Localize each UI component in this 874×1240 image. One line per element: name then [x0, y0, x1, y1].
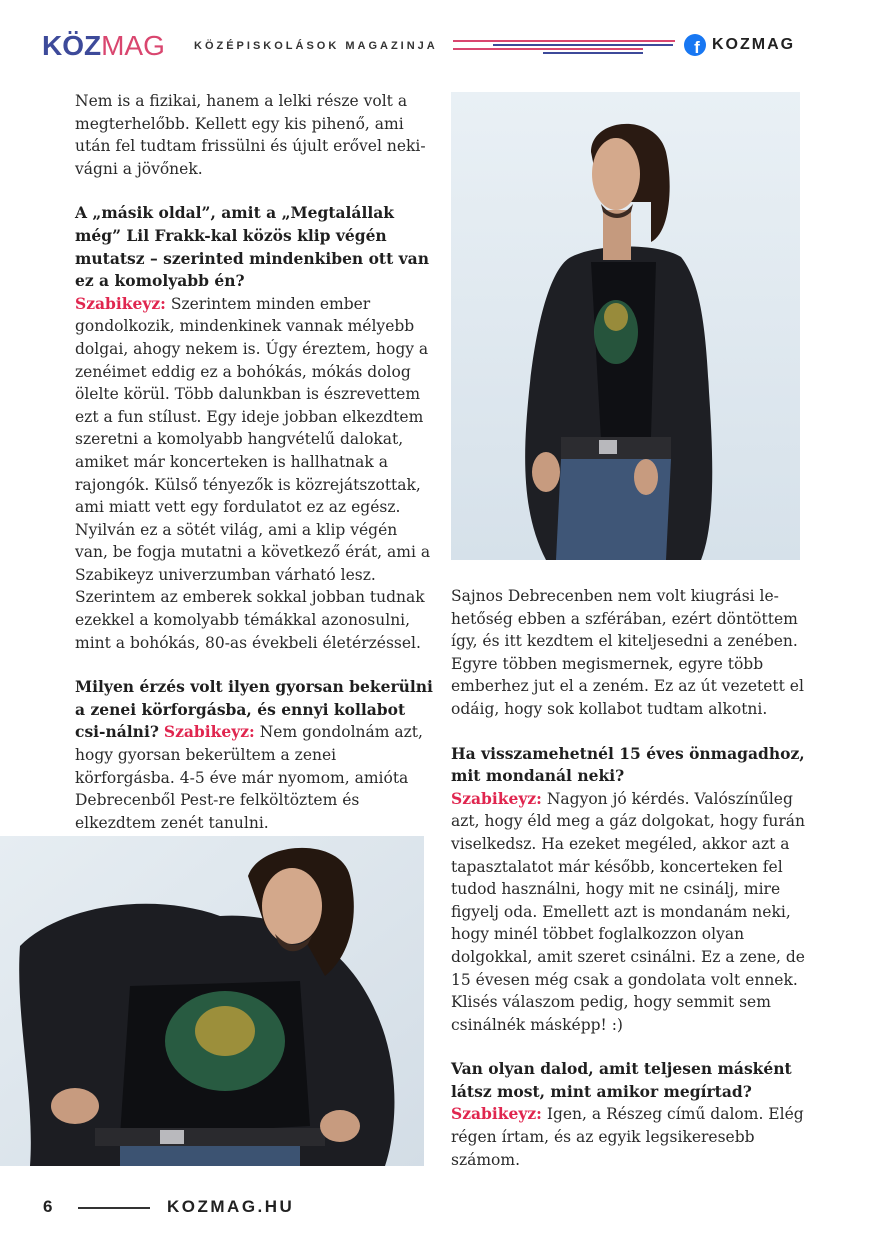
facebook-icon: f — [684, 34, 706, 56]
answer — [451, 1103, 811, 1171]
footer-divider — [78, 1207, 150, 1209]
kozmag-logo[interactable] — [42, 30, 165, 62]
speaker-label: Szabikeyz: — [75, 293, 166, 313]
question-answer — [75, 676, 435, 834]
page-number: 6 — [43, 1197, 53, 1216]
header-line — [453, 48, 643, 50]
logo-light-text: MAG — [101, 30, 165, 61]
portrait-photo-leaning-illustration — [0, 836, 424, 1166]
speaker-label: Szabikeyz: — [451, 788, 542, 808]
magazine-tagline: KÖZÉPISKOLÁSOK MAGAZINJA — [194, 40, 438, 52]
question: Ha visszamehetnél 15 éves önmagadhoz, mit mondanál neki? — [451, 743, 805, 786]
site-link[interactable]: KOZMAG.HU — [167, 1197, 295, 1216]
question: A „másik oldal”, amit a „Megtalállak még” Lil Frakk-kal közös klip végén mutatsz – szerinted mindenkiben ott van ez a komolyabb én? — [75, 203, 429, 291]
answer — [451, 788, 811, 1037]
page-header — [0, 0, 874, 80]
right-column — [451, 585, 811, 1171]
question: Milyen érzés volt ilyen gyorsan bekerülni a zenei körforgásba, és ennyi kollabot csi-nálni? — [75, 677, 433, 742]
left-column — [75, 90, 435, 834]
facebook-label: KOZMAG — [712, 36, 796, 53]
answer — [75, 293, 435, 655]
header-line — [493, 44, 673, 46]
answer-text: Igen, a Részeg című dalom. Elég régen írtam, és az egyik legsikeresebb számom. — [451, 1105, 804, 1169]
question: Van olyan dalod, amit teljesen másként látsz most, mint amikor megírtad? — [451, 1059, 792, 1101]
portrait-photo-standing — [451, 92, 800, 560]
logo-bold-text: KÖZ — [42, 30, 102, 61]
facebook-link[interactable] — [684, 34, 795, 56]
portrait-photo-standing-illustration — [451, 92, 800, 560]
paragraph: Sajnos Debrecenben nem volt kiugrási le-hetőség ebben a szférában, ezért döntöttem így, és itt kezdtem el kiteljesedni a zenében. Egyre többen megismernek, egyre több emberhez jut el a zeném. Ez az út vezetett el odáig, hogy sok kollabot tudtam alkotni. — [451, 587, 804, 718]
speaker-label: Szabikeyz: — [163, 722, 255, 742]
page-footer — [0, 1190, 874, 1230]
answer-text: Nagyon jó kérdés. Valószínűleg azt, hogy éld meg a gáz dolgokat, hogy furán viselkedsz. Ha ezeket megéled, akkor azt a tapasztalatot már később, koncerteken fel tudod használni, hogy mit ne csinálj, mire figyelj oda. Emellett azt is mondanám neki, hogy minél többet foglalkozzon olyan dolgokkal, amit szeret csinálni. Ez a zene, de 15 évesen még csak a gondolata volt ennek. Klisés válaszom pedig, hogy semmit sem csinálnék másképp! :) — [451, 789, 805, 1034]
answer-text: Szerintem minden ember gondolkozik, mindenkinek vannak mélyebb dolgai, ahogy nekem is. Úgy éreztem, hogy a zenéimet eddig ez a bohókás, mókás dolog ölelte körül. Több dalunkban is észrevettem ezt a fun stílust. Egy ideje jobban elkezdtem szeretni a komolyabb hangvételű dalokat, amiket már koncerteken is hallhatnak a rajongók. Külső tényezők is közrejátszottak, ami miatt vett egy fordulatot ez az egész. Nyilván ez a sötét világ, ami a klip végén van, be fogja mutatni a következő érát, ami a Szabikeyz univerzumban várható lesz. Szerintem az emberek sokkal jobban tudnak ezekkel a komolyabb témákkal azonosulni, mint a bohókás, 80-as évekbeli életérzéssel. — [75, 294, 431, 652]
header-line — [453, 40, 675, 42]
header-decorative-lines — [453, 38, 675, 56]
portrait-photo-leaning — [0, 836, 424, 1166]
header-line — [543, 52, 643, 54]
answer-text: Nem gondolnám azt, hogy gyorsan bekerültem a zenei körforgásba. 4-5 éve már nyomom, amióta Debrecenből Pest-re felköltöztem és elkezdtem zenét tanulni. — [75, 723, 423, 832]
speaker-label: Szabikeyz: — [451, 1104, 542, 1124]
paragraph: Nem is a fizikai, hanem a lelki része volt a megterhelőbb. Kellett egy kis pihenő, ami után fel tudtam frissülni és újult erővel neki-vágni a jövőnek. — [75, 92, 426, 178]
